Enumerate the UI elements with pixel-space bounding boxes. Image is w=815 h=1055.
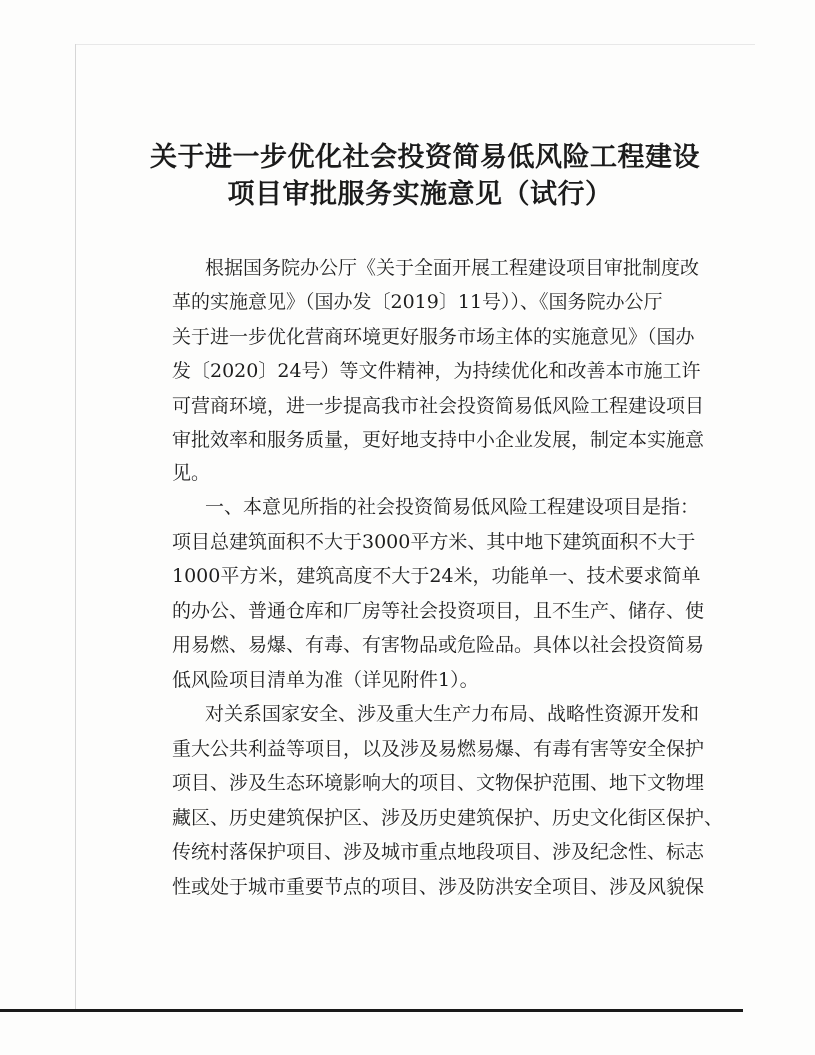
paragraph-1-line-5: 可营商环境，进一步提高我市社会投资简易低风险工程建设项目 <box>172 395 705 417</box>
paragraph-3-line-4: 藏区、历史建筑保护区、涉及历史建筑保护、历史文化街区保护、 <box>172 807 724 829</box>
paragraph-3-line-6: 性或处于城市重要节点的项目、涉及防洪安全项目、涉及风貌保 <box>172 876 705 898</box>
document-title-line-2: 项目审批服务实施意见（试行） <box>227 179 613 210</box>
paragraph-2-line-3: 1000平方米，建筑高度不大于24米，功能单一、技术要求简单 <box>172 565 701 587</box>
paragraph-3-line-1: 对关系国家安全、涉及重大生产力布局、战略性资源开发和 <box>205 703 700 725</box>
paragraph-2-line-1: 一、本意见所指的社会投资简易低风险工程建设项目是指： <box>205 496 700 518</box>
scan-edge-top <box>75 44 755 45</box>
paragraph-3-line-3: 项目、涉及生态环境影响大的项目、文物保护范围、地下文物埋 <box>172 772 705 794</box>
paragraph-2-line-5: 用易燃、易爆、有毒、有害物品或危险品。具体以社会投资简易 <box>172 634 705 656</box>
paragraph-3-line-5: 传统村落保护项目、涉及城市重点地段项目、涉及纪念性、标志 <box>172 841 705 863</box>
paragraph-1-line-6: 审批效率和服务质量，更好地支持中小企业发展，制定本实施意 <box>172 429 705 451</box>
scan-edge-left <box>75 44 76 1010</box>
paragraph-1-line-7: 见。 <box>172 462 211 484</box>
scan-edge-bottom <box>0 1009 743 1012</box>
document-title-line-1: 关于进一步优化社会投资简易低风险工程建设 <box>150 142 700 173</box>
paragraph-1-line-4: 发〔2020〕24号）等文件精神，为持续优化和改善本市施工许 <box>172 360 701 382</box>
paragraph-3-line-2: 重大公共利益等项目，以及涉及易燃易爆、有毒有害等安全保护 <box>172 738 705 760</box>
paragraph-1-line-1: 根据国务院办公厅《关于全面开展工程建设项目审批制度改 <box>205 257 700 279</box>
paragraph-2-line-2: 项目总建筑面积不大于3000平方米、其中地下建筑面积不大于 <box>172 531 696 553</box>
paragraph-1-line-2: 革的实施意见》（国办发〔2019〕11号））、《国务院办公厅 <box>172 291 663 313</box>
paragraph-1-line-3: 关于进一步优化营商环境更好服务市场主体的实施意见》（国办 <box>172 326 695 348</box>
paragraph-2-line-6: 低风险项目清单为准（详见附件1）。 <box>172 669 479 691</box>
paragraph-2-line-4: 的办公、普通仓库和厂房等社会投资项目，且不生产、储存、使 <box>172 600 705 622</box>
